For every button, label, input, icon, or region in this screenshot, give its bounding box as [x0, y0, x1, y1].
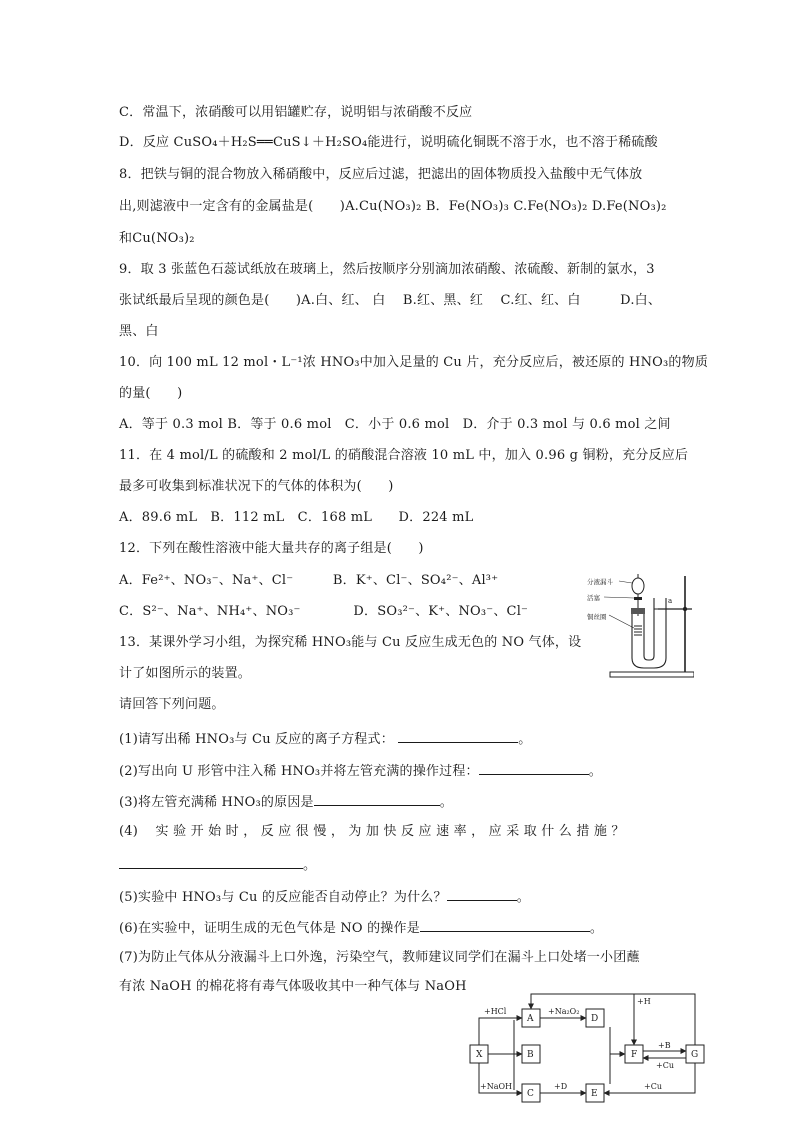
node-c-label: C [527, 1089, 534, 1099]
part-3-end: 。 [439, 795, 453, 810]
node-b-label: B [527, 1050, 534, 1060]
answer-blank-3[interactable] [314, 792, 440, 806]
part-2-end: 。 [588, 764, 602, 779]
question-13-part-1 [119, 729, 531, 748]
answer-blank-4[interactable] [119, 855, 303, 869]
copper-coil-label: 铜丝圈 [587, 613, 607, 621]
question-11-stem-cont: 最多可收集到标准状况下的气体的体积为( ) [119, 479, 394, 494]
question-8-stem: 8．把铁与铜的混合物放入稀硝酸中，反应后过滤，把滤出的固体物质投入盐酸中无气体放 [119, 167, 643, 182]
question-8-options-cont: 和Cu(NO₃)₂ [119, 231, 195, 246]
option-7d: D．反应 CuSO₄＋H₂S══CuS↓＋H₂SO₄能进行，说明硫化铜既不溶于水，也不溶于稀硫酸 [119, 135, 658, 150]
question-13-part-6 [119, 918, 603, 937]
question-13-part-7: (7)为防止气体从分液漏斗上口外逸，污染空气，教师建议同学们在漏斗上口处堵一小团蘸 [119, 950, 640, 965]
edge-label-cu-ge: +Cu [644, 1082, 662, 1091]
part-6-text: (6)在实验中，证明生成的无色气体是 NO 的操作是 [119, 921, 420, 936]
funnel-bulb [632, 578, 644, 594]
stopcock-leader [604, 597, 634, 598]
part-5-text: (5)实验中 HNO₃与 Cu 的反应能否自动停止？为什么？ [119, 890, 447, 905]
question-9-options-cont: 黑、白 [119, 324, 159, 339]
stopcock-label: 活塞 [587, 594, 600, 602]
part-2-text: (2)写出向 U 形管中注入稀 HNO₃并将左管充满的操作过程： [119, 764, 479, 779]
part-6-end: 。 [589, 921, 604, 936]
u-tube-apparatus-figure [582, 570, 694, 682]
answer-blank-6[interactable] [420, 918, 590, 932]
funnel-leader [619, 581, 632, 583]
question-12-stem: 12．下列在酸性溶液中能大量共存的离子组是( ) [119, 541, 424, 556]
question-12-options-ab: A．Fe²⁺、NO₃⁻、Na⁺、Cl⁻ B．K⁺、Cl⁻、SO₄²⁻、Al³⁺ [119, 573, 499, 588]
part-5-end: 。 [516, 890, 530, 905]
part-1-text: (1)请写出稀 HNO₃与 Cu 反应的离子方程式： [119, 732, 394, 747]
part-3-text: (3)将左管充满稀 HNO₃的原因是 [119, 795, 314, 810]
answer-blank-2[interactable] [479, 761, 589, 775]
copper-leader [609, 615, 634, 628]
question-11-options: A．89.6 mL B．112 mL C．168 mL D．224 mL [119, 510, 474, 525]
question-13-part-3 [119, 792, 453, 811]
u-tube-inner [644, 598, 654, 660]
question-10-stem: 10．向 100 mL 12 mol・L⁻¹浓 HNO₃中加入足量的 Cu 片，充分反应后，被还原的 HNO₃的物质 [119, 355, 709, 370]
copper-coil [634, 626, 642, 635]
edge-label-cu-gf: +Cu [656, 1061, 674, 1070]
stopcock [634, 597, 642, 600]
question-13-stem: 13．某课外学习小组，为探究稀 HNO₃能与 Cu 反应生成无色的 NO 气体，设 [119, 635, 582, 650]
clamp-knob [683, 607, 687, 611]
question-13-stem-cont: 计了如图所示的装置。 [119, 666, 252, 681]
question-12-options-cd: C．S²⁻、Na⁺、NH₄⁺、NO₃⁻ D．SO₃²⁻、K⁺、NO₃⁻、Cl⁻ [119, 604, 529, 619]
node-a-label: A [527, 1014, 534, 1024]
node-x-label: X [476, 1050, 483, 1060]
edge-x-a [479, 1018, 522, 1045]
question-9-stem: 9．取 3 张蓝色石蕊试纸放在玻璃上，然后按顺序分别滴加浓硝酸、浓硫酸、新制的氯水，3 [119, 262, 655, 277]
edge-g-a [531, 994, 695, 1045]
question-9-options: 张试纸最后呈现的颜色是( )A.白、红、 白 B.红、黑、红 C.红、红、白 D.白、 [119, 293, 662, 308]
question-13-part-7-cont: 有浓 NaOH 的棉花将有毒气体吸收其中一种气体与 NaOH [119, 979, 467, 994]
question-13-part-4-answer [119, 855, 316, 874]
edge-label-h: +H [637, 997, 651, 1006]
part-1-end: 。 [518, 732, 532, 747]
edge-label-hcl: +HCl [484, 1007, 507, 1016]
option-7c: C．常温下，浓硝酸可以用铝罐贮存，说明铝与浓硝酸不反应 [119, 105, 473, 120]
stopper [631, 608, 645, 614]
reaction-flow-diagram [464, 990, 714, 1110]
edge-label-d: +D [554, 1082, 568, 1091]
answer-blank-1[interactable] [398, 729, 518, 743]
question-13-instruction: 请回答下列问题。 [119, 697, 225, 712]
question-8-options: 出,则滤液中一定含有的金属盐是( )A.Cu(NO₃)₂ B．Fe(NO₃)₃ C.Fe(NO₃)₂ D.Fe(NO₃)₂ [119, 199, 667, 214]
node-d-label: D [591, 1014, 599, 1024]
question-13-part-2 [119, 761, 602, 780]
node-e-label: E [591, 1089, 598, 1099]
side-tube-label: a [668, 597, 673, 605]
answer-blank-5[interactable] [447, 887, 517, 901]
edge-label-naoh: +NaOH [480, 1082, 513, 1091]
question-13-part-4: (4) 实 验 开 始 时 ， 反 应 很 慢 ， 为 加 快 反 应 速 率 ， 应 采 取 什 么 措 施 ？ [119, 824, 625, 839]
node-g-label: G [691, 1050, 699, 1060]
question-10-stem-cont: 的量( ) [119, 386, 183, 401]
stand-base [610, 672, 694, 677]
funnel-label: 分液漏斗 [587, 578, 613, 586]
part-4-end: 。 [303, 858, 317, 873]
question-13-part-5 [119, 887, 530, 906]
edge-label-b: +B [658, 1041, 671, 1050]
node-f-label: F [631, 1050, 638, 1060]
edge-label-na2o2: +Na₂O₂ [548, 1007, 580, 1016]
question-11-stem: 11．在 4 mol/L 的硫酸和 2 mol/L 的硝酸混合溶液 10 mL 中，加入 0.96 g 铜粉，充分反应后 [119, 448, 689, 463]
question-10-options: A．等于 0.3 mol B．等于 0.6 mol C．小于 0.6 mol D．介于 0.3 mol 与 0.6 mol 之间 [119, 417, 671, 432]
